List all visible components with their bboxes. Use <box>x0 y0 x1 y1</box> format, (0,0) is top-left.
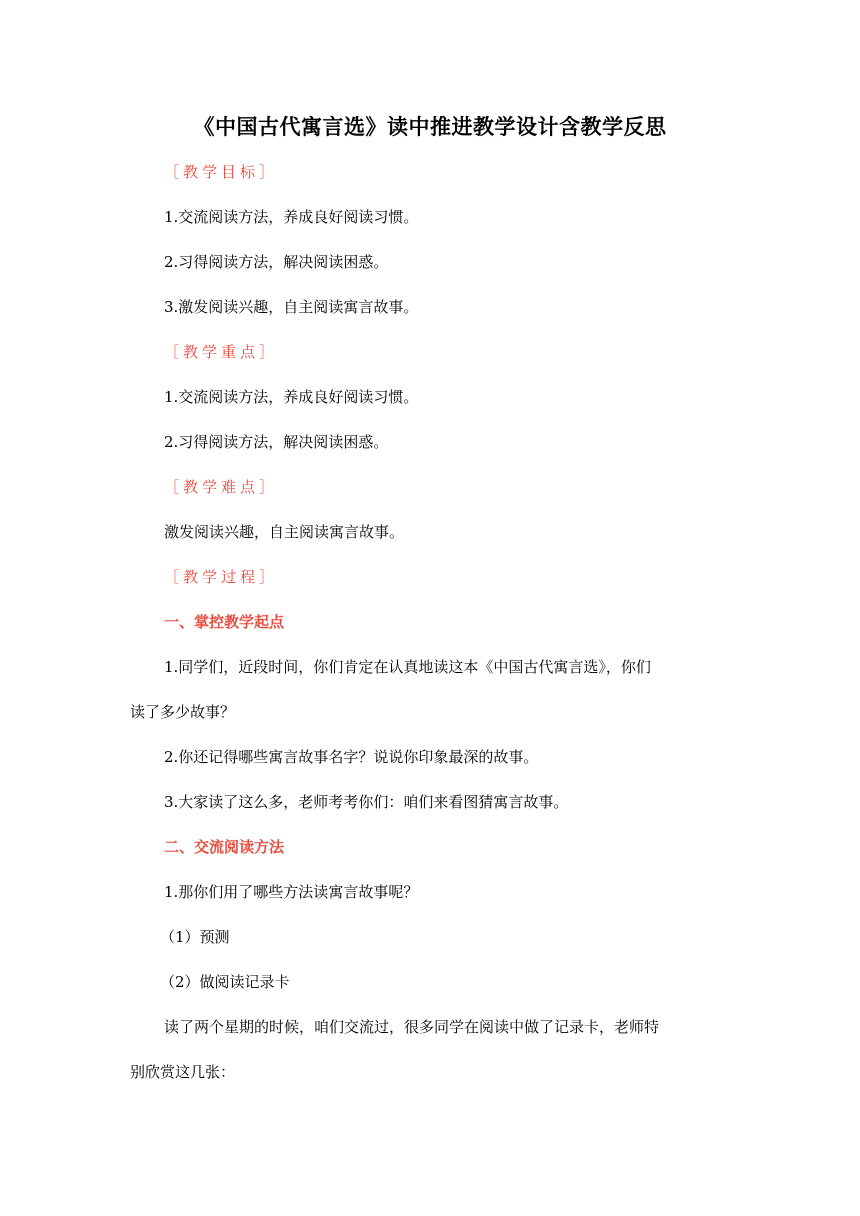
key-point-item-1: 1.交流阅读方法，养成良好阅读习惯。 <box>164 388 419 406</box>
section2-heading: 二、交流阅读方法 <box>164 838 285 856</box>
section2-item-predict: （1）预测 <box>160 928 230 946</box>
goal-item-3: 3.激发阅读兴趣，自主阅读寓言故事。 <box>164 298 419 316</box>
goal-item-2: 2.习得阅读方法，解决阅读困惑。 <box>164 253 389 271</box>
difficulty-text: 激发阅读兴趣，自主阅读寓言故事。 <box>164 523 405 541</box>
section2-paragraph2-line2: 别欣赏这几张： <box>130 1063 236 1081</box>
section1-paragraph1-line2: 读了多少故事？ <box>130 703 236 721</box>
process-heading: ［教学过程］ <box>164 568 279 586</box>
key-point-item-2: 2.习得阅读方法，解决阅读困惑。 <box>164 433 389 451</box>
section1-paragraph3: 3.大家读了这么多，老师考考你们：咱们来看图猜寓言故事。 <box>164 793 569 811</box>
goal-item-1: 1.交流阅读方法，养成良好阅读习惯。 <box>164 208 419 226</box>
section2-paragraph1: 1.那你们用了哪些方法读寓言故事呢？ <box>164 883 419 901</box>
section1-heading: 一、掌控教学起点 <box>164 613 285 631</box>
section1-paragraph1-line1: 1.同学们，近段时间，你们肯定在认真地读这本《中国古代寓言选》，你们 <box>164 658 651 676</box>
document-title: 《中国古代寓言选》读中推进教学设计含教学反思 <box>193 114 667 139</box>
section2-paragraph2-line1: 读了两个星期的时候，咱们交流过，很多同学在阅读中做了记录卡，老师特 <box>164 1018 660 1036</box>
section1-paragraph2: 2.你还记得哪些寓言故事名字？说说你印象最深的故事。 <box>164 748 539 766</box>
section2-item-record-card: （2）做阅读记录卡 <box>160 973 290 991</box>
goals-heading: ［教学目标］ <box>164 163 279 181</box>
key-points-heading: ［教学重点］ <box>164 343 279 361</box>
difficulty-heading: ［教学难点］ <box>164 478 279 496</box>
